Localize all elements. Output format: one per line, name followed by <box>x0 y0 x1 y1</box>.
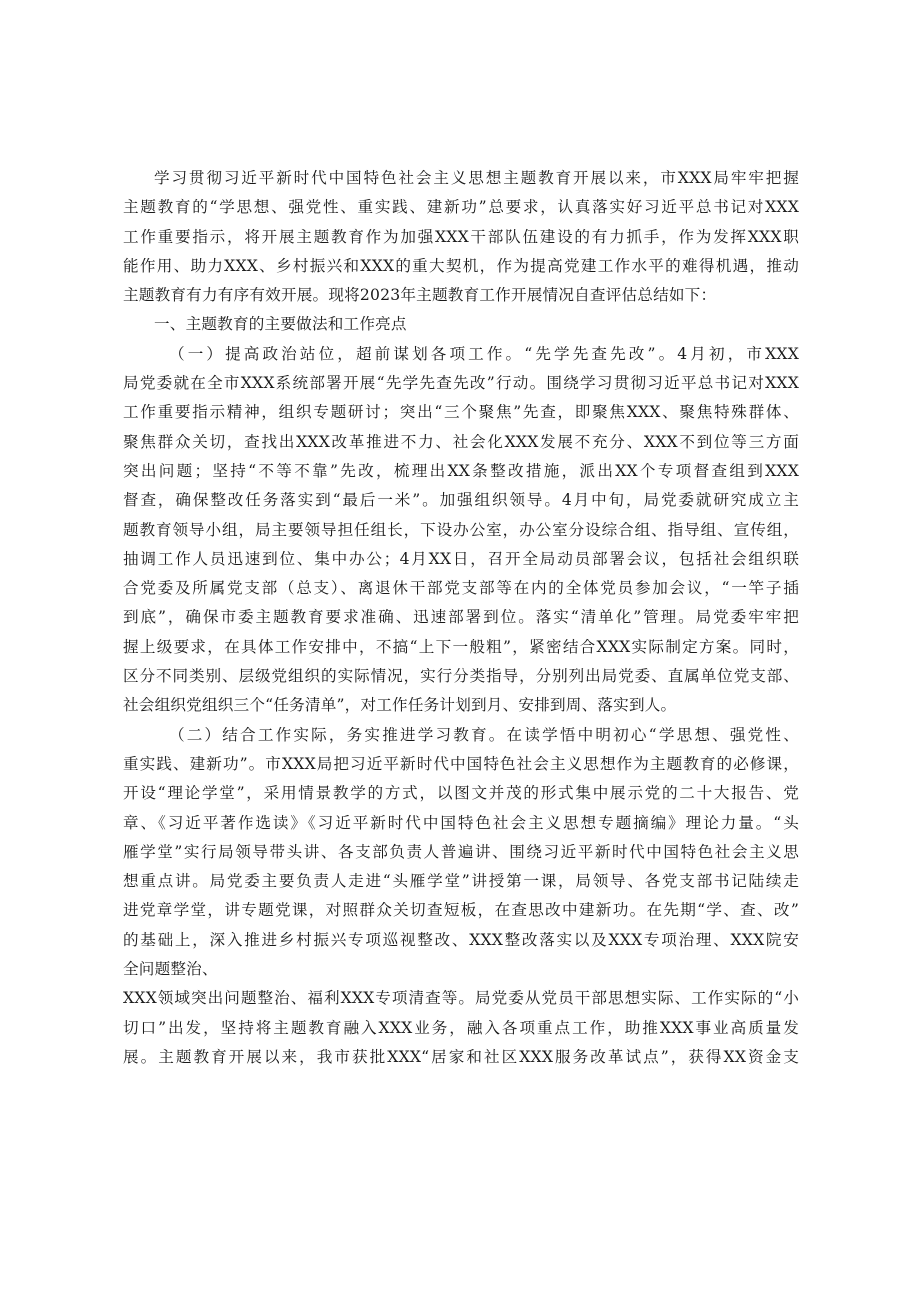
text-line: 的基础上，深入推进乡村振兴专项巡视整改、XXX整改落实以及XXX专项治理、XXX院安 <box>123 930 799 949</box>
text-line: 能作用、助力XXX、乡村振兴和XXX的重大契机，作为提高党建工作水平的难得机遇，推动 <box>123 256 799 275</box>
text-line: 局党委就在全市XXX系统部署开展“先学先查先改”行动。围绕学习贯彻习近平总书记对XXX <box>123 374 799 393</box>
document-body <box>123 164 799 1072</box>
text-line: 展。主题教育开展以来，我市获批XXX“居家和社区XXX服务改革试点”，获得XX资金支 <box>123 1047 799 1066</box>
text-line: 进党章学堂，讲专题党课，对照群众关切查短板，在查思改中建新功。在先期“学、查、改” <box>123 901 799 920</box>
text-line: 主题教育有力有序有效开展。现将2023年主题教育工作开展情况自查评估总结如下： <box>123 286 717 305</box>
text-line: 到底”，确保市委主题教育要求准确、迅速部署到位。落实“清单化”管理。局党委牢牢把 <box>123 608 799 627</box>
text-line: 雁学堂”实行局领导带头讲、各支部负责人普遍讲、围绕习近平新时代中国特色社会主义思 <box>123 842 799 861</box>
text-line: 督查，确保整改任务落实到“最后一米”。加强组织领导。4月中旬，局党委就研究成立主 <box>123 491 799 510</box>
text-line: 区分不同类别、层级党组织的实际情况，实行分类指导，分别列出局党委、直属单位党支部、 <box>123 667 799 686</box>
text-line: 主题教育的“学思想、强党性、重实践、建新功”总要求，认真落实好习近平总书记对XXX <box>123 198 799 217</box>
text-line: 开设“理论学堂”，采用情景教学的方式，以图文并茂的形式集中展示党的二十大报告、党 <box>123 784 799 803</box>
text-line: 学习贯彻习近平新时代中国特色社会主义思想主题教育开展以来，市XXX局牢牢把握 <box>154 169 799 187</box>
text-line: 聚焦群众关切，查找出XXX改革推进不力、社会化XXX发展不充分、XXX不到位等三方面 <box>123 432 799 451</box>
text-line: 全问题整治、 <box>123 960 218 979</box>
text-line: 工作重要指示，将开展主题教育作为加强XXX干部队伍建设的有力抓手，作为发挥XXX职 <box>123 227 799 246</box>
text-line: 合党委及所属党支部（总支）、离退休干部党支部等在内的全体党员参加会议，“一竿子插 <box>123 579 799 598</box>
text-line: 重实践、建新功”。市XXX局把习近平新时代中国特色社会主义思想作为主题教育的必修课， <box>123 754 799 773</box>
section-heading: 一、主题教育的主要做法和工作亮点 <box>154 315 407 334</box>
text-line: （一）提高政治站位，超前谋划各项工作。“先学先查先改”。4月初，市XXX <box>169 344 799 363</box>
subsection-1-paragraph <box>123 340 799 721</box>
text-line: 工作重要指示精神，组织专题研讨；突出“三个聚焦”先查，即聚焦XXX、聚焦特殊群体、 <box>123 403 799 422</box>
text-line: 抽调工作人员迅速到位、集中办公；4月XX日，召开全局动员部署会议，包括社会组织联 <box>123 549 799 568</box>
text-line: 握上级要求，在具体工作安排中，不搞“上下一般粗”，紧密结合XXX实际制定方案。同时， <box>123 637 799 656</box>
text-line: 突出问题；坚持“不等不靠”先改，梳理出XX条整改措施，派出XX个专项督查组到XXX <box>123 461 799 480</box>
text-line: 题教育领导小组，局主要领导担任组长，下设办公室，办公室分设综合组、指导组、宣传组， <box>123 520 799 539</box>
text-line: 社会组织党组织三个“任务清单”，对工作任务计划到月、安排到周、落实到人。 <box>123 696 677 715</box>
text-line: （二）结合工作实际，务实推进学习教育。在读学悟中明初心“学思想、强党性、 <box>169 725 799 744</box>
text-line: 切口”出发，坚持将主题教育融入XXX业务，融入各项重点工作，助推XXX事业高质量发 <box>123 1018 799 1037</box>
subsection-2-paragraph <box>123 721 799 1073</box>
text-line: 想重点讲。局党委主要负责人走进“头雁学堂”讲授第一课，局领导、各党支部书记陆续走 <box>123 872 799 891</box>
text-line: 章、《习近平著作选读》《习近平新时代中国特色社会主义思想专题摘编》理论力量。“头 <box>123 813 799 832</box>
text-line: XXX领域突出问题整治、福利XXX专项清查等。局党委从党员干部思想实际、工作实际的“小 <box>123 989 799 1008</box>
intro-paragraph <box>123 164 799 310</box>
